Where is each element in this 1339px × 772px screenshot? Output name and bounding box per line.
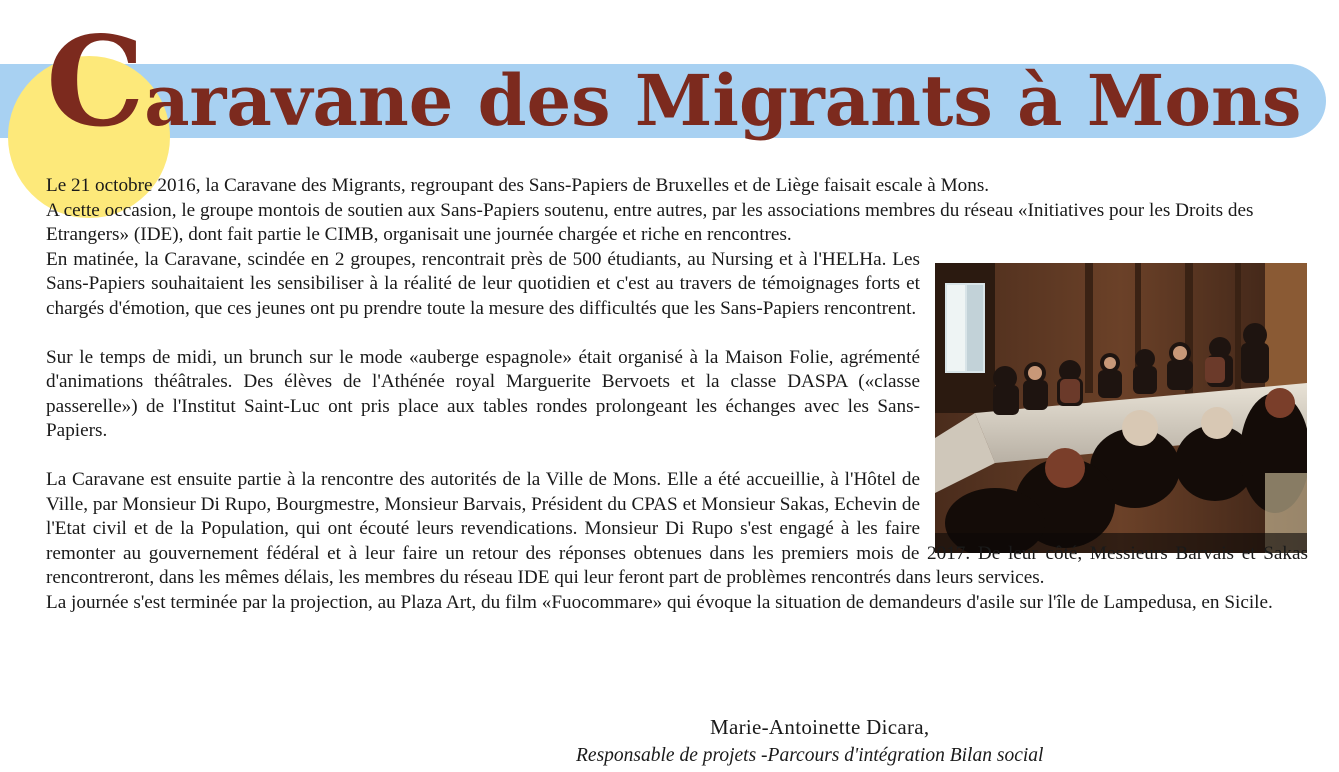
title-rest: aravane des Migrants à Mons [144, 59, 1302, 142]
title-initial: C [46, 10, 145, 155]
article-body [46, 174, 1308, 615]
paragraph: La journée s'est terminée par la projection, au Plaza Art, du film «Fuocommare» qui évoque la situation de demandeurs d'asile sur l'île de Lampedusa, en Sicile. [46, 591, 1273, 613]
paragraph: La Caravane est ensuite partie à la rencontre des autorités de la Ville de Mons. Elle a été accueillie, à l'Hôtel de Ville, par Monsieur Di Rupo, Bourgmestre, Monsieur Barvais, Président du CPAS et Monsieur Sakas, Echevin de l'Etat civil et de la Population, qui ont écouté leurs revendications. Monsieur Di Rupo s'est engagé à les faire remonter au gouvernement fédéral et à leur faire un retour des réponses obtenues dans les premiers mois de 2017. De leur côté, Messieurs Barvais et Sakas rencontreront, dans les mêmes délais, les membres du réseau IDE qui leur feront part de problèmes rencontrés dans leurs services. [46, 469, 1308, 588]
article-title [46, 8, 1301, 176]
paragraph: Le 21 octobre 2016, la Caravane des Migrants, regroupant des Sans-Papiers de Bruxelles et de Liège faisait escale à Mons. [46, 175, 990, 196]
paragraph: Sur le temps de midi, un brunch sur le mode «auberge espagnole» était organisé à la Maison Folie, agrémenté d'animations théâtrales. Des élèves de l'Athénée royal Marguerite Bervoets et la classe DASPA («classe passerelle») de l'Institut Saint-Luc ont pris place aux tables rondes prolongeant les échanges avec les Sans-Papiers. [46, 346, 920, 441]
author-name: Marie-Antoinette Dicara, [710, 715, 930, 739]
paragraph: En matinée, la Caravane, scindée en 2 groupes, rencontrait près de 500 étudiants, au Nursing et à l'HELHa. Les Sans-Papiers souhaitaient les sensibiliser à la réalité de leur quotidien et c'est au travers de témoignages forts et chargés d'émotion, que ces jeunes ont pu prendre toute la mesure des difficultés que les Sans-Papiers rencontrent. [46, 248, 920, 319]
paragraph: A cette occasion, le groupe montois de soutien aux Sans-Papiers soutenu, entre autres, par les associations membres du réseau «Initiatives pour les Droits des Etrangers» (IDE), dont fait partie le CIMB, organisait une journée chargée et riche en rencontres. [46, 199, 1254, 245]
author-role: Responsable de projets -Parcours d'intégration Bilan social [576, 745, 1044, 766]
